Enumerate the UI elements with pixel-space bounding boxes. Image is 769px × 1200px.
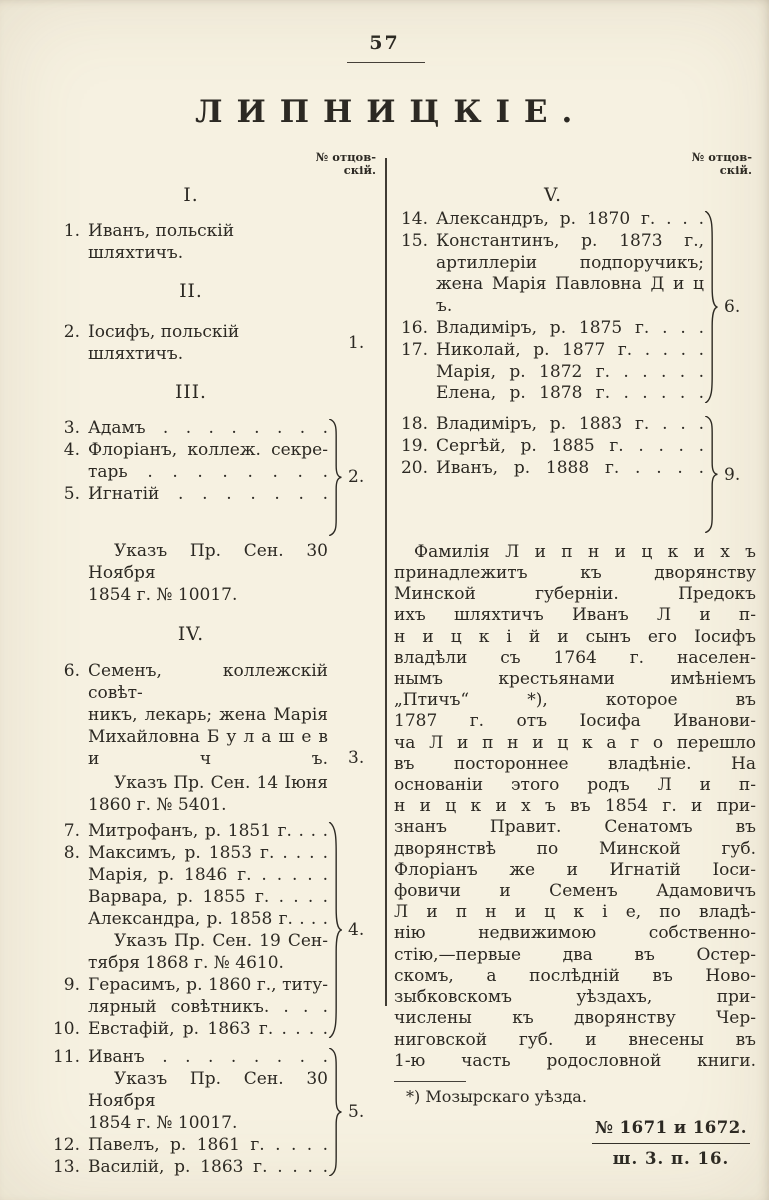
entry-text: Елена, р. 1878 г. . . . . .: [436, 383, 704, 404]
paragraph-line: въ постороннее владѣніе. На: [394, 753, 756, 774]
entry-group-18-20: [394, 414, 756, 535]
entry-number: 7.: [63, 820, 80, 841]
entry-text: Николай, р. 1877 г. . . . .: [436, 339, 704, 360]
generation-heading-i: I.: [183, 185, 199, 206]
paragraph-line: владѣли съ 1764 г. населен-: [394, 647, 756, 668]
brace-spacer: [328, 540, 342, 606]
father-number: 5.: [348, 1101, 365, 1122]
entry-text: Константинъ, р. 1873 г.,: [436, 230, 704, 251]
entry-number: [46, 772, 88, 794]
entry-number: 20.: [400, 457, 428, 478]
brace-spacer: [328, 660, 342, 770]
entry-group-11-13: [46, 1046, 380, 1178]
entry-number: [46, 1112, 88, 1134]
entry-text: Максимъ, р. 1853 г. . . . .: [88, 842, 328, 863]
entry-number: 19.: [400, 435, 428, 456]
entry-number: [46, 886, 88, 908]
entry-text: Александръ, р. 1870 г. . . .: [436, 209, 704, 229]
entry-number: [46, 726, 88, 770]
father-number-header-line: № отцов-: [315, 150, 376, 164]
paragraph-line: Л и п н и ц к і е, по владѣ-: [394, 902, 756, 923]
case-numbers: № 1671 и 1672.: [592, 1117, 750, 1144]
brace-spacer: [328, 321, 342, 365]
entry-text: Михайловна Б у л а ш е в и ч ъ.: [88, 726, 328, 769]
entry-text: жена Марія Павловна Д и ц ъ.: [436, 274, 704, 317]
entry-number: [46, 930, 88, 952]
father-number: 6.: [724, 297, 741, 318]
entry-text: Іосифъ, польскій шляхтичъ.: [88, 322, 240, 364]
father-number-header-line: № отцов-: [691, 150, 752, 164]
father-number-header-line: скій.: [343, 163, 376, 177]
paragraph-line: ниговской губ. и внесены въ: [394, 1029, 756, 1050]
entry-text: тарь . . . . . . . .: [88, 462, 328, 482]
decree-note-2: [46, 772, 380, 816]
entry-text: Митрофанъ, р. 1851 г. . . .: [88, 820, 328, 841]
paragraph-line: скомъ, а послѣдній въ Ново-: [394, 965, 756, 986]
left-column: [46, 180, 380, 1178]
entry-number: 5.: [63, 484, 80, 504]
entry-number: 6.: [63, 660, 80, 681]
entry-text: Василій, р. 1863 г. . . . .: [88, 1156, 328, 1177]
decree-line: тября 1868 г. № 4610.: [88, 952, 284, 973]
entry-number: [46, 864, 88, 886]
entry-number: 13.: [52, 1156, 80, 1177]
entry-text: Павелъ, р. 1861 г. . . . .: [88, 1134, 328, 1155]
father-number: [342, 772, 380, 816]
entry-text: Иванъ . . . . . . . .: [88, 1046, 328, 1067]
entry-text: Марія, р. 1872 г. . . . . .: [436, 361, 704, 382]
decree-line: 1854 г. № 10017.: [88, 1112, 238, 1133]
paragraph-line: Фамилія Л и п н и ц к и х ъ: [414, 541, 756, 562]
paragraph-line: 1787 г. отъ Іосифа Иванови-: [394, 711, 756, 732]
family-history-paragraph: [394, 542, 756, 1072]
entry-number: [46, 996, 88, 1018]
decree-line: Указъ Пр. Сен. 14 Іюня: [114, 772, 328, 793]
entry-number: 16.: [400, 317, 428, 338]
entry-text: Флоріанъ, коллеж. секре-: [88, 440, 328, 460]
footnote: *) Мозырскаго уѣзда.: [406, 1086, 587, 1106]
entry-number: [394, 274, 436, 318]
group-brace: [328, 1046, 342, 1178]
entry-number: [46, 908, 88, 930]
entry-number: [46, 794, 88, 816]
entry-number: [394, 383, 436, 405]
decree-line: 1854 г. № 10017.: [88, 584, 238, 605]
generation-heading-iii: III.: [175, 382, 207, 403]
entry-text: Адамъ . . . . . . . .: [88, 418, 328, 438]
father-number: [342, 540, 380, 606]
entry-text: Семенъ, коллежскій совѣт-: [88, 660, 328, 703]
entry-text: лярный совѣтникъ. . . .: [88, 996, 328, 1017]
group-brace: [704, 414, 718, 535]
decree-note-1: [46, 540, 380, 606]
entry-number: 3.: [63, 418, 80, 438]
father-number: 3.: [348, 747, 365, 768]
entry-text: Владиміръ, р. 1875 г. . . .: [436, 317, 704, 338]
entry-number: [46, 584, 88, 606]
paragraph-line: Минской губерніи. Предокъ: [394, 584, 756, 605]
father-number-header-right: [692, 151, 752, 177]
paragraph-line: фовичи и Семенъ Адамовичъ: [394, 881, 756, 902]
entry-number: 18.: [400, 414, 428, 435]
paragraph-line: н и ц к і й и сынъ его Іосифъ: [394, 626, 756, 647]
decree-line: Указъ Пр. Сен. 19 Сен-: [114, 930, 328, 951]
entry-text: Александра, р. 1858 г. . . .: [88, 908, 328, 929]
paragraph-line: ча Л и п н и ц к а г о перешло: [394, 732, 756, 753]
entry-number: 15.: [400, 230, 428, 251]
entry-text: никъ, лекарь; жена Марія: [88, 704, 328, 725]
entry-number: [46, 461, 88, 483]
group-brace: [704, 209, 718, 405]
father-number-header-left: [316, 151, 376, 177]
paragraph-line: н и ц к и х ъ въ 1854 г. и при-: [394, 796, 756, 817]
decree-line: 1860 г. № 5401.: [88, 794, 227, 815]
entry-number: [46, 704, 88, 726]
entry-1: [46, 220, 380, 264]
brace-spacer: [328, 772, 342, 816]
entry-text: Иванъ, р. 1888 г. . . . .: [436, 457, 704, 478]
entry-text: Владиміръ, р. 1883 г. . . .: [436, 414, 704, 435]
entry-6: [46, 660, 380, 770]
decree-line: Указъ Пр. Сен. 30 Ноября: [88, 1068, 328, 1111]
entry-number: 12.: [52, 1134, 80, 1155]
entry-number: 8.: [63, 842, 80, 863]
entry-number: [46, 952, 88, 974]
entry-group-14-17: [394, 209, 756, 405]
entry-number: 2.: [63, 322, 80, 342]
entry-number: 1.: [63, 221, 80, 241]
father-number: 4.: [348, 919, 365, 940]
brace-spacer: [328, 220, 342, 264]
entry-number: [394, 253, 436, 275]
paragraph-line: принадлежитъ къ дворянству: [394, 563, 756, 584]
shelf-mark: ш. 3. п. 16.: [612, 1148, 730, 1168]
entry-text: Иванъ, польскій шляхтичъ.: [88, 221, 235, 263]
generation-heading-ii: II.: [179, 281, 203, 302]
entry-number: 14.: [400, 209, 428, 229]
entry-number: 4.: [63, 440, 80, 460]
paragraph-line: Флоріанъ же и Игнатій Іоси-: [394, 859, 756, 880]
entry-number: [46, 1068, 88, 1112]
paragraph-line: 1-ю часть родословной книги.: [394, 1050, 756, 1071]
entry-number: 9.: [63, 974, 80, 995]
entry-number: [46, 540, 88, 584]
entry-number: 11.: [52, 1046, 80, 1067]
father-number: [342, 220, 380, 264]
page-number: 57: [369, 32, 400, 54]
right-column: [394, 180, 756, 1170]
entry-text: Марія, р. 1846 г. . . . . .: [88, 864, 328, 885]
paragraph-line: основаніи этого родъ Л и п-: [394, 775, 756, 796]
entry-text: Сергѣй, р. 1885 г. . . . .: [436, 435, 704, 456]
entry-group-7-10: [46, 820, 380, 1040]
decree-line: Указъ Пр. Сен. 30 Ноября: [88, 540, 328, 583]
paragraph-line: стію,—первые два въ Остер-: [394, 944, 756, 965]
page-number-rule: [347, 62, 425, 63]
entry-text: Евстафій, р. 1863 г. . . . .: [88, 1018, 328, 1039]
entry-2: [46, 321, 380, 365]
paragraph-line: зыбковскомъ уѣздахъ, при-: [394, 987, 756, 1008]
case-reference-block: [592, 1117, 750, 1170]
paragraph-line: нію недвижимою собственно-: [394, 923, 756, 944]
father-number: 1.: [348, 333, 365, 353]
entry-number: [394, 362, 436, 384]
entry-text: Герасимъ, р. 1860 г., титу-: [88, 974, 328, 995]
entry-number: 17.: [400, 339, 428, 360]
paragraph-line: ихъ шляхтичъ Иванъ Л и п-: [394, 605, 756, 626]
entry-number: 10.: [52, 1018, 80, 1039]
column-divider: [385, 158, 387, 1006]
father-number: 9.: [724, 464, 741, 485]
entry-text: артиллеріи подпоручикъ;: [436, 252, 704, 273]
entry-text: Варвара, р. 1855 г. . . . .: [88, 886, 328, 907]
paragraph-line: числены къ дворянству Чер-: [394, 1008, 756, 1029]
generation-heading-v: V.: [543, 185, 562, 206]
paragraph-line: нымъ крестьянами имѣніемъ: [394, 669, 756, 690]
father-number: 2.: [348, 467, 365, 488]
paragraph-line: дворянствѣ по Минской губ.: [394, 838, 756, 859]
group-brace: [328, 417, 342, 538]
entry-text: Игнатій . . . . . . .: [88, 484, 328, 504]
footnote-rule: [394, 1081, 466, 1082]
father-number-header-line: скій.: [719, 163, 752, 177]
page-title: ЛИПНИЦКІЕ.: [195, 94, 587, 130]
entry-group-3-5: [46, 417, 380, 538]
paragraph-line: „Птичъ“ *), которое въ: [394, 690, 756, 711]
group-brace: [328, 820, 342, 1040]
paragraph-line: знанъ Правит. Сенатомъ въ: [394, 817, 756, 838]
generation-heading-iv: IV.: [177, 623, 205, 645]
